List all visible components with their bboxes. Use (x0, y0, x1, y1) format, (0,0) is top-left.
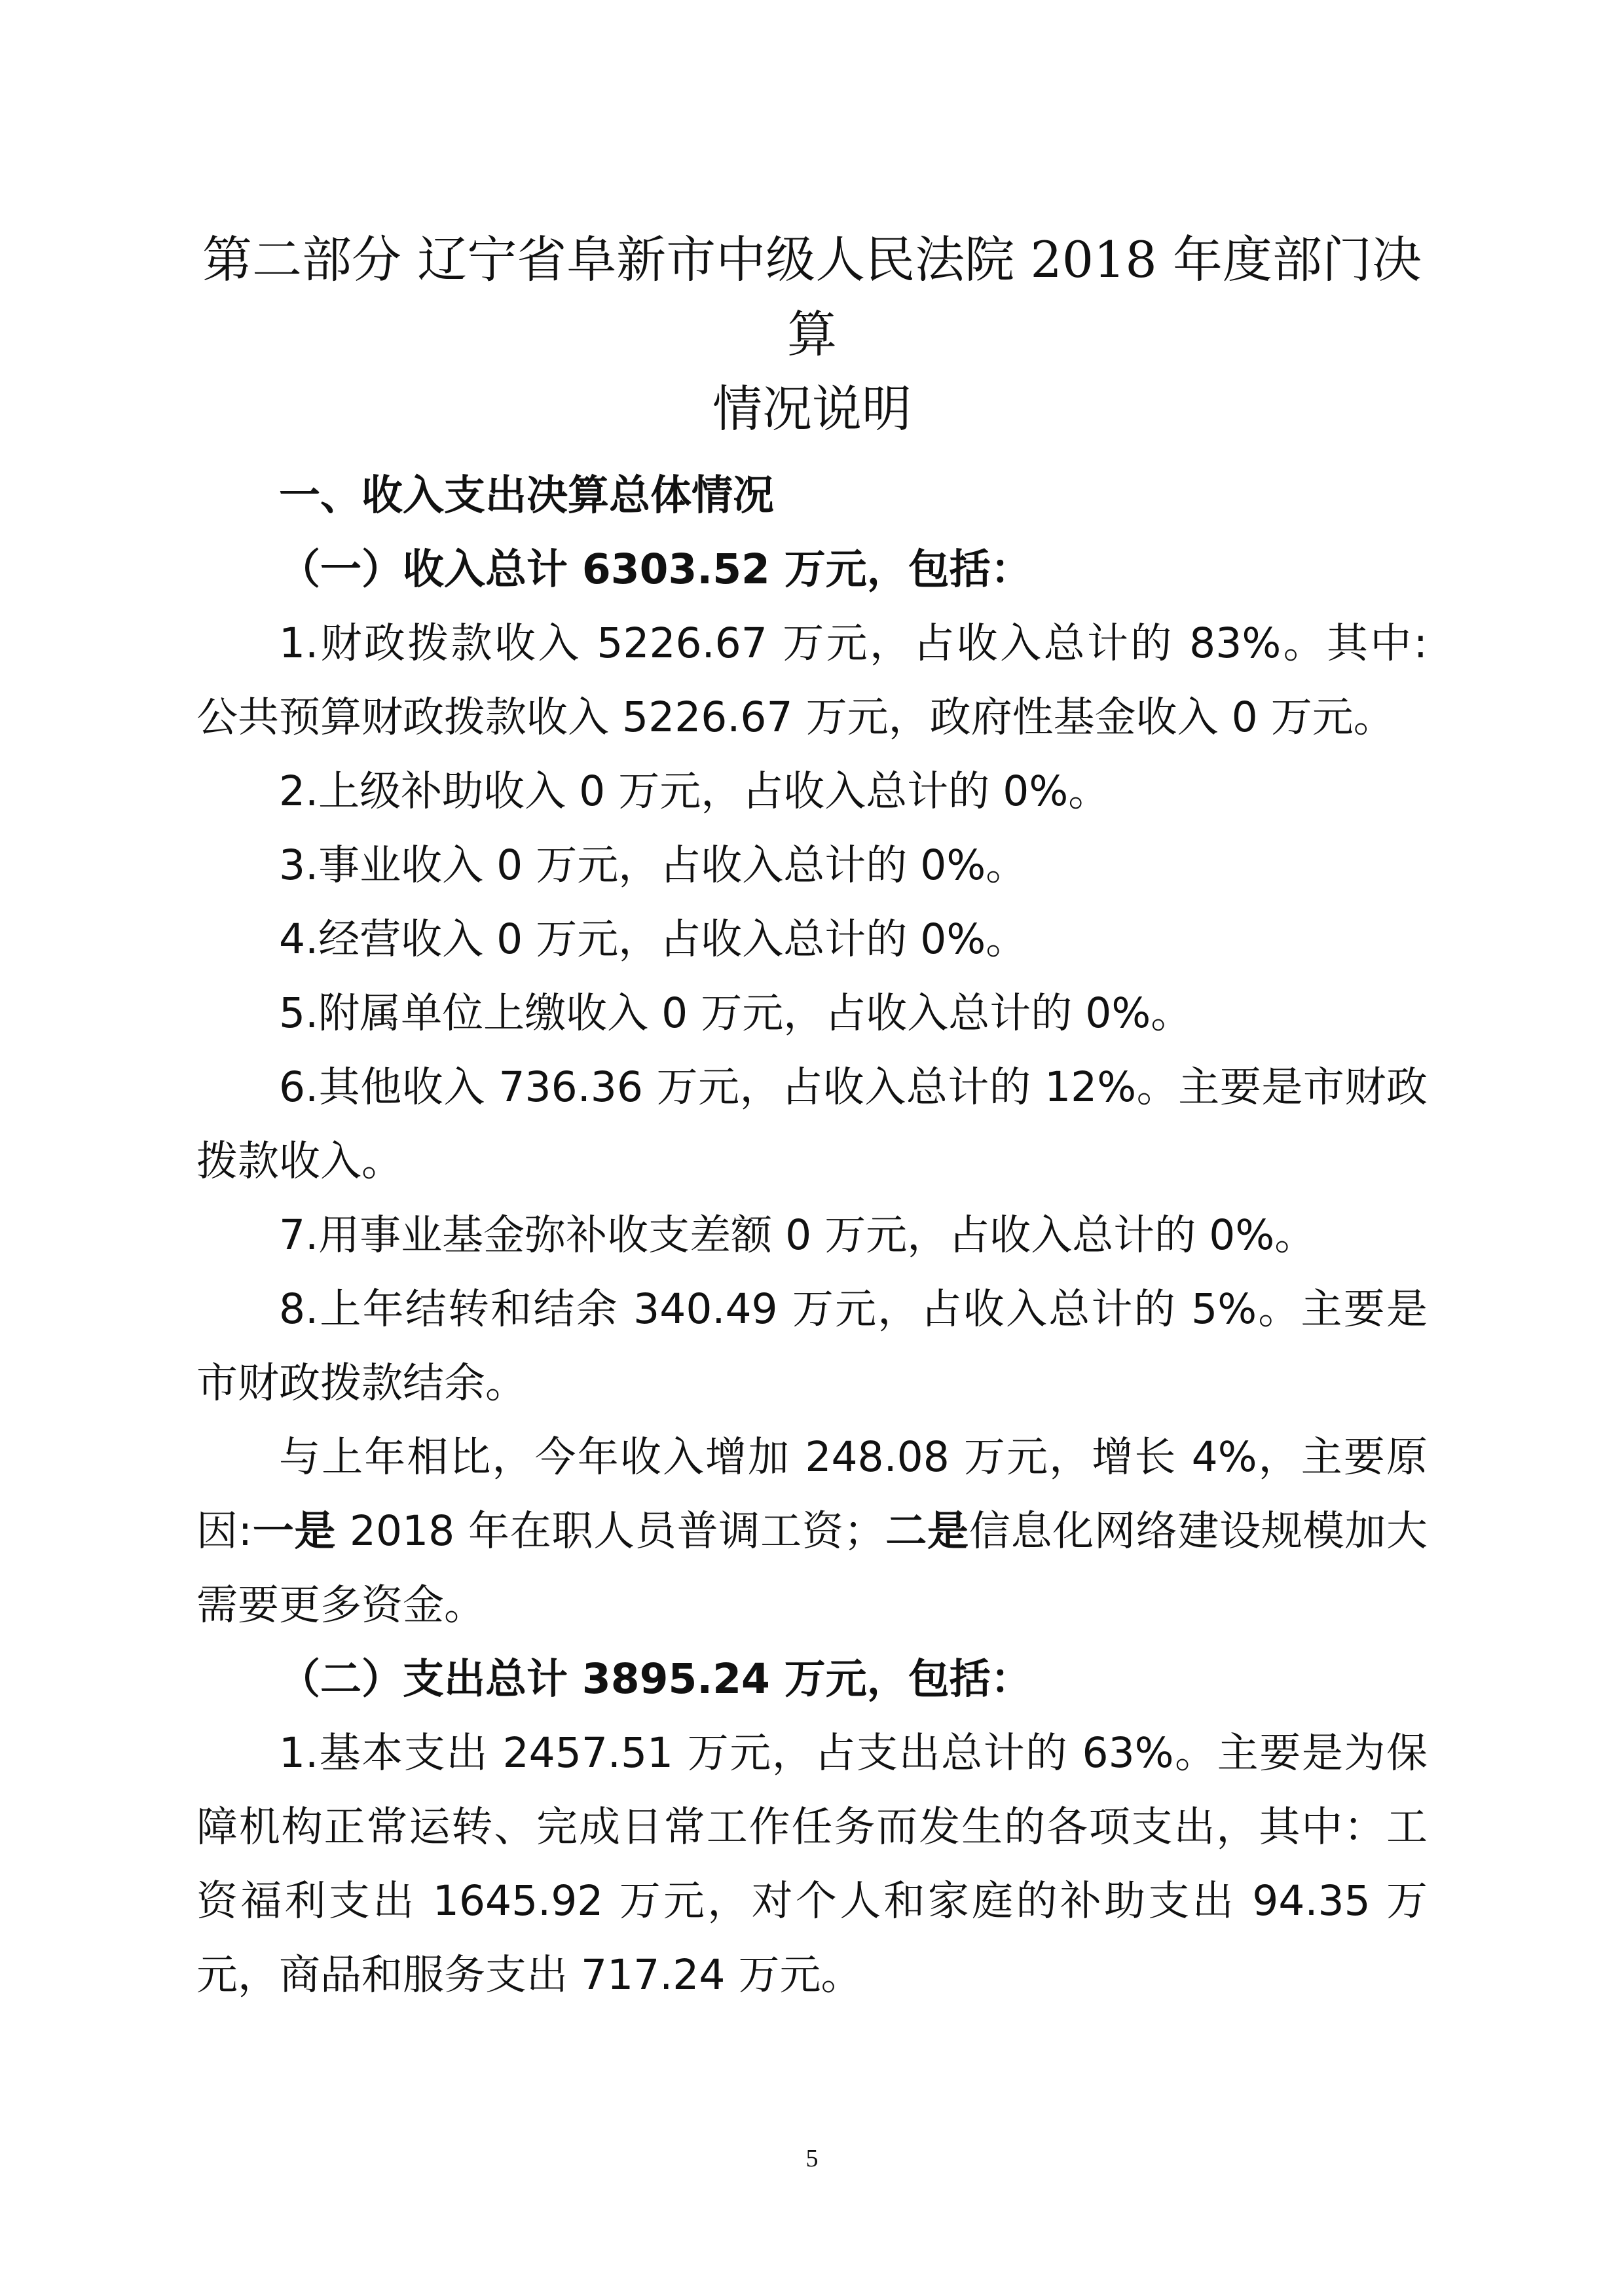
reason-1-text: 2018 年在职人员普调工资； (336, 1507, 885, 1555)
income-item-8: 8.上年结转和结余 340.49 万元，占收入总计的 5%。主要是市财政拨款结余。 (196, 1285, 1428, 1407)
title-line-2: 情况说明 (712, 380, 912, 438)
comparison-intro: 与上年相比，今年收入增加 248.08 万元，增长 4%，主要原因: (196, 1433, 1428, 1555)
expense-heading: （二）支出总计 3895.24 万元，包括： (279, 1655, 1032, 1703)
document-title (190, 223, 1434, 446)
income-item-5: 5.附属单位上缴收入 0 万元，占收入总计的 0%。 (279, 989, 1192, 1037)
page-number: 5 (805, 2145, 819, 2172)
comparison-paragraph (196, 1420, 1428, 1642)
section-heading: 一、收入支出决算总体情况 (279, 471, 774, 519)
income-item-7: 7.用事业基金弥补收支差额 0 万元，占收入总计的 0%。 (279, 1211, 1316, 1259)
reason-2-label: 二是 (885, 1507, 969, 1555)
income-item-6: 6.其他收入 736.36 万元，占收入总计的 12%。主要是市财政拨款收入。 (196, 1063, 1428, 1185)
income-heading: （一）收入总计 6303.52 万元，包括： (279, 545, 1032, 593)
expense-item-1: 1.基本支出 2457.51 万元，占支出总计的 63%。主要是为保障机构正常运转、完成日常工作任务而发生的各项支出，其中：工资福利支出 1645.92 万元，对个人和家庭的补助支出 94.35 万元，商品和服务支出 717.24 万元。 (196, 1729, 1428, 1999)
reason-2-text: 信息化网络建设规模加大需要更多资金。 (196, 1507, 1428, 1629)
income-item-2: 2.上级补助收入 0 万元，占收入总计的 0%。 (279, 767, 1110, 815)
document-body (196, 458, 1428, 2012)
title-line-1: 第二部分 辽宁省阜新市中级人民法院 2018 年度部门决算 (202, 230, 1422, 363)
income-item-3: 3.事业收入 0 万元，占收入总计的 0%。 (279, 841, 1027, 889)
reason-1-label: 一是 (251, 1507, 337, 1555)
income-item-4: 4.经营收入 0 万元，占收入总计的 0%。 (279, 915, 1027, 963)
income-item-1: 1.财政拨款收入 5226.67 万元，占收入总计的 83%。其中: 公共预算财政拨款收入 5226.67 万元，政府性基金收入 0 万元。 (196, 619, 1428, 741)
